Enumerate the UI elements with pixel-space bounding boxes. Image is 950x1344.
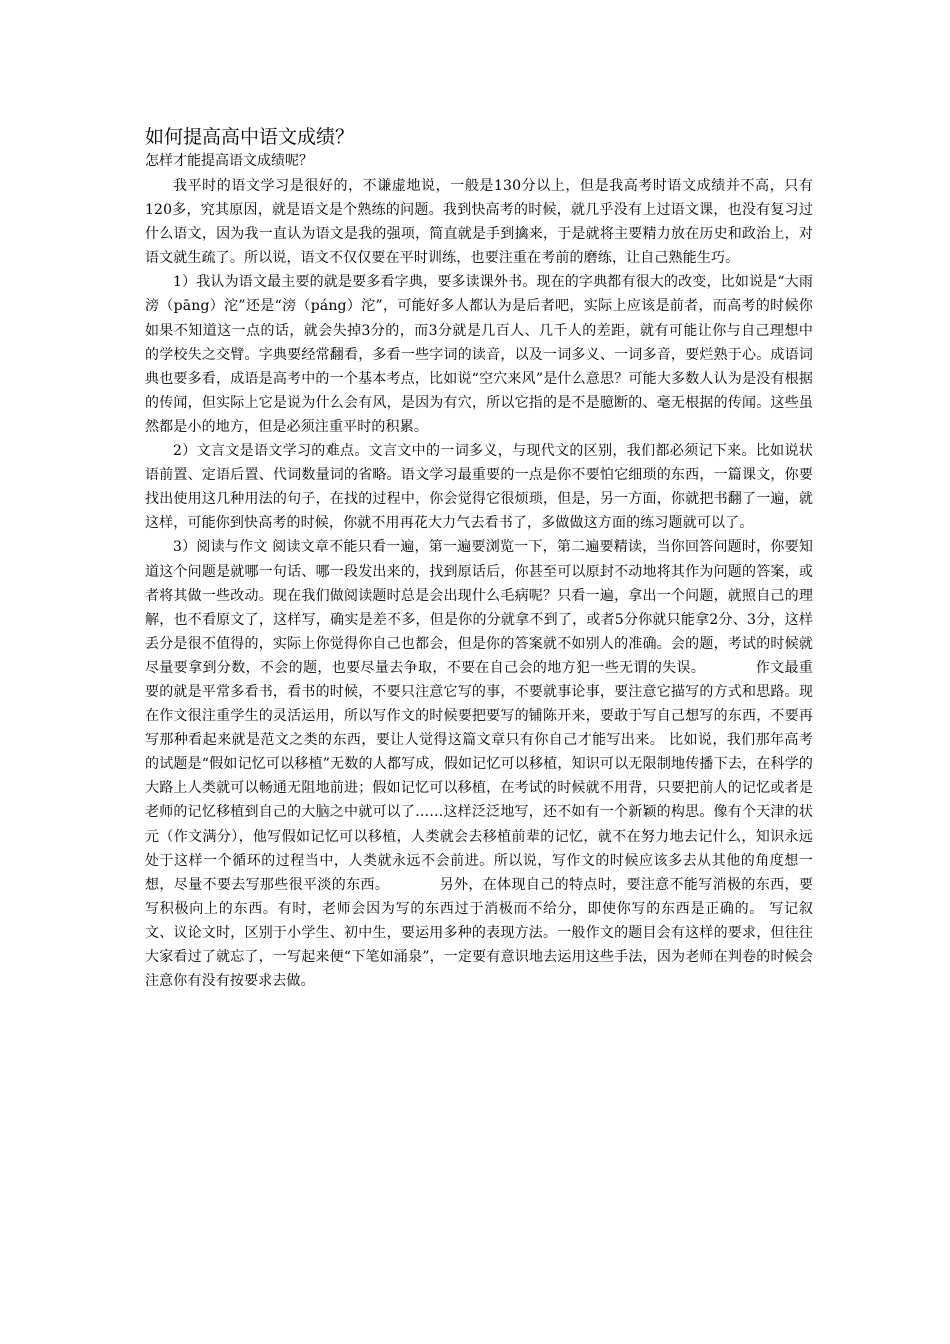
paragraph-reading-writing: 3）阅读与作文 阅读文章不能只看一遍，第一遍要浏览一下，第二遍要精读，当你回答问题时，你要知道这个问题是就哪一句话、哪一段发出来的，找到原话后，你甚至可以原封不动地将其作为问题的答案，或者将其做一些改动。现在我们做阅读题时总是会出现什么毛病呢？只看一遍，拿出一个问题，就照自己的理解，也不看原文了，这样写，确实是差不多，但是你的分就拿不到了，或者5分你就只能拿2分、3分，这样丢分是很不值得的，实际上你觉得你自己也都会，但是你的答案就不如别人的准确。会的题，考试的时候就尽量要拿到分数，不会的题，也要尽量去争取，不要在自己会的地方犯一些无谓的失误。 作文最重要的就是平常多看书，看书的时候，不要只注意它写的事，不要就事论事，要注意它描写的方式和思路。现在作文很注重学生的灵活运用，所以写作文的时候要把要写的铺陈开来，要敢于写自己想写的东西，不要再写那种看起来就是范文之类的东西，要让人觉得这篇文章只有你自己才能写出来。 比如说，我们那年高考的试题是“假如记忆可以移植”无数的人都写成，假如记忆可以移植，知识可以无限制地传播下去，在科学的大路上人类就可以畅通无阻地前进；假如记忆可以移植，在考试的时候就不用背，只要把前人的记忆或者是老师的记忆移植到自己的大脑之中就可以了……这样泛泛地写，还不如有一个新颖的构思。像有个天津的状元（作文满分），他写假如记忆可以移植，人类就会去移植前辈的记忆，就不在努力地去记什么，知识永远处于这样一个循环的过程当中，人类就永远不会前进。所以说，写作文的时候应该多去从其他的角度想一想，尽量不要去写那些很平淡的东西。 另外，在体现自己的特点时，要注意不能写消极的东西，要写积极向上的东西。有时，老师会因为写的东西过于消极而不给分，即使你写的东西是正确的。 写记叙文、议论文时，区别于小学生、初中生，要运用多种的表现方法。一般作文的题目会有这样的要求，但往往大家看过了就忘了，一写起来便“下笔如涌泉”，一定要有意识地去运用这些手法，因为老师在判卷的时候会注意你有没有按要求去做。 [145,539,813,990]
paragraph-dictionary: 1）我认为语文最主要的就是要多看字典，要多读课外书。现在的字典都有很大的改变，比如说是“大雨滂（pāng）沱”还是“滂（páng）沱”，可能好多人都认为是后者吧，实际上应该是前者，而高考的时候你如果不知道这一点的话，就会失掉3分的，而3分就是几百人、几千人的差距，就有可能让你与自己理想中的学校失之交臂。字典要经常翻看，多看一些字词的读音，以及一词多义、一词多音，要烂熟于心。成语词典也要多看，成语是高考中的一个基本考点，比如说“空穴来风”是什么意思？可能大多数人认为是没有根据的传闻，但实际上它是说为什么会有风，是因为有穴，所以它指的是不是臆断的、毫无根据的传闻。这些虽然都是小的地方，但是必须注重平时的积累。 [145,274,813,435]
document-title: 如何提高高中语文成绩？ [145,126,355,148]
document-page [145,124,813,993]
document-subtitle: 怎样才能提高语文成绩呢？ [145,153,313,169]
paragraph-classical-chinese: 2）文言文是语文学习的难点。文言文中的一词多义，与现代文的区别，我们都必须记下来。比如说状语前置、定语后置、代词数量词的省略。语文学习最重要的一点是你不要怕它细琐的东西，一篇课文，你要找出使用这几种用法的句子，在找的过程中，你会觉得它很烦琐，但是，另一方面，你就把书翻了一遍，就这样，可能你到快高考的时候，你就不用再花大力气去看书了，多做做这方面的练习题就可以了。 [145,443,813,532]
paragraph-intro: 我平时的语文学习是很好的，不谦虚地说，一般是130分以上，但是我高考时语文成绩并不高，只有120多，究其原因，就是语文是个熟练的问题。我到快高考的时候，就几乎没有上过语文课，也没有复习过什么语文，因为我一直认为语文是我的强项，简直就是手到擒来，于是就将主要精力放在历史和政治上，对语文就生疏了。所以说，语文不仅仅要在平时训练，也要注重在考前的磨练，让自己熟能生巧。 [145,178,813,267]
